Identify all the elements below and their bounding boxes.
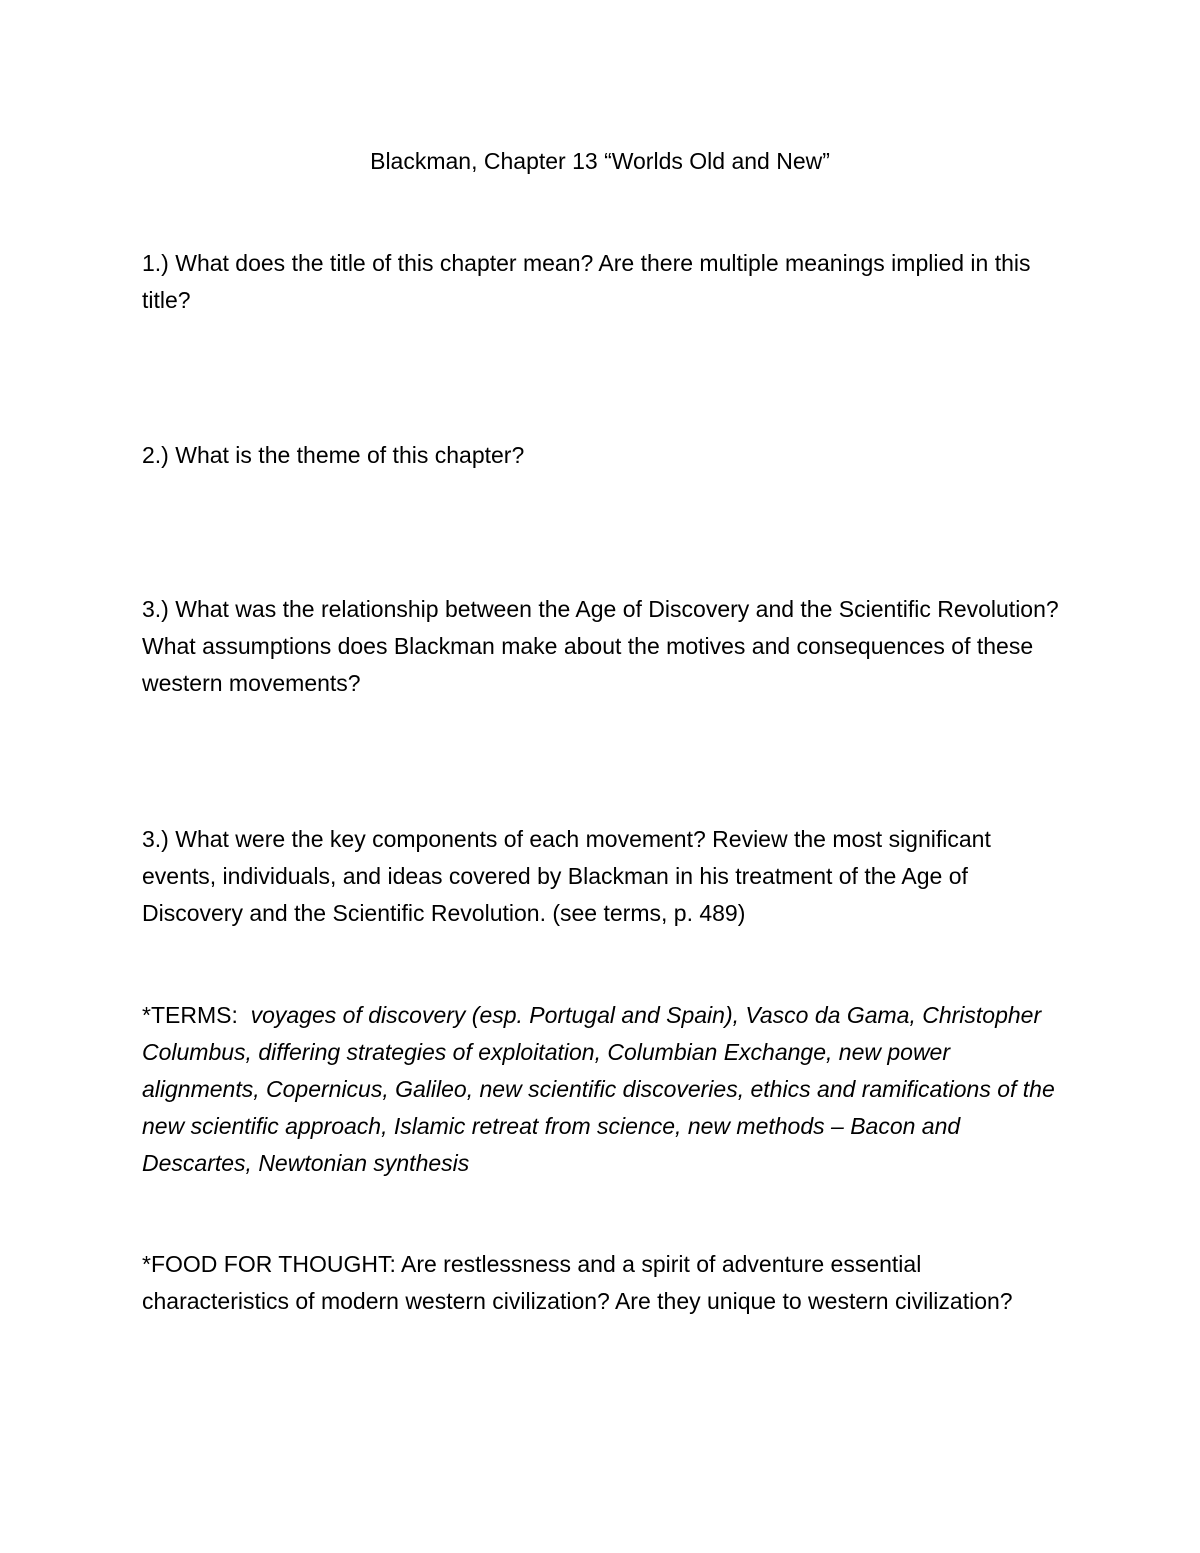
- question-1-text: 1.) What does the title of this chapter mean? Are there multiple meanings implied in this title?: [142, 250, 1031, 313]
- question-3-components: [142, 821, 1062, 932]
- question-3-relationship: [142, 591, 1062, 702]
- question-1: [142, 245, 1062, 319]
- question-3-relationship-text: 3.) What was the relationship between the Age of Discovery and the Scientific Revolution? What assumptions does Blackman make about the motives and consequences of these western movements?: [142, 596, 1059, 696]
- question-2-text: 2.) What is the theme of this chapter?: [142, 442, 525, 468]
- question-3-components-text: 3.) What were the key components of each movement? Review the most significant events, individuals, and ideas covered by Blackman in his treatment of the Age of Discovery and the Scientific Revolution. (see terms, p. 489): [142, 826, 991, 926]
- terms-label: *TERMS:: [142, 1002, 251, 1028]
- document-title: Blackman, Chapter 13 “Worlds Old and New”: [370, 148, 830, 174]
- terms-paragraph: [142, 997, 1062, 1182]
- food-for-thought-text: *FOOD FOR THOUGHT: Are restlessness and a spirit of adventure essential characteristics of modern western civilization? Are they unique to western civilization?: [142, 1251, 1013, 1314]
- food-for-thought-section: [142, 1246, 1062, 1320]
- terms-section: [142, 997, 1062, 1182]
- question-2: [142, 437, 1062, 474]
- terms-list: voyages of discovery (esp. Portugal and Spain), Vasco da Gama, Christopher Columbus, differing strategies of exploitation, Columbian Exchange, new power alignments, Copernicus, Galileo, new scientific discoveries, ethics and ramifications of the new scientific approach, Islamic retreat from science, new methods – Bacon and Descartes, Newtonian synthesis: [142, 1002, 1055, 1176]
